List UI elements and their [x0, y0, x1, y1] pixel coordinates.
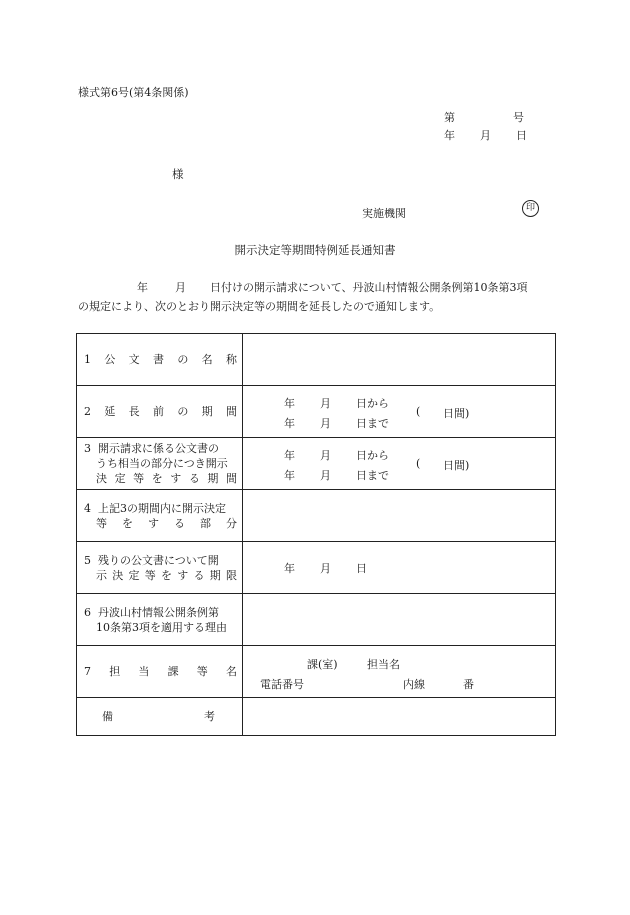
body-line2-text: の規定により、次のとおり開示決定等の期間を延長したので通知します。 [78, 300, 441, 313]
row-document-name [77, 334, 556, 386]
label-remarks: 備 考 [102, 710, 215, 723]
number-suffix: 号 [513, 111, 524, 124]
label-document-name: 1 公 文 書 の 名 称 [84, 353, 237, 366]
row-responsible-section [77, 646, 556, 698]
agency-label: 実施機関 [362, 207, 406, 220]
label-responsible-section: 7 担 当 課 等 名 [84, 665, 237, 678]
date-day: 日 [516, 129, 527, 142]
row-original-period [77, 386, 556, 438]
original-period-value[interactable]: 年 月 日から 年 月 日まで ( 日間) [243, 386, 556, 438]
row-remaining-deadline [77, 542, 556, 594]
date-year: 年 [444, 129, 455, 142]
label-application-reason: 6 丹波山村情報公開条例第 10条第3項を適用する理由 [84, 605, 227, 634]
body-line1-text: 日付けの開示請求について、丹波山村情報公開条例第10条第3項 [210, 281, 528, 294]
label-original-period: 2 延 長 前 の 期 間 [84, 405, 237, 418]
body-year: 年 [137, 281, 148, 294]
label-remaining-deadline: 5 残りの公文書について開 示 決 定 等 を す る 期 限 [84, 553, 237, 582]
document-title: 開示決定等期間特例延長通知書 [234, 243, 396, 257]
remarks-value[interactable] [243, 698, 556, 736]
partial-disclosure-period-value[interactable]: 年 月 日から 年 月 日まで ( 日間) [243, 438, 556, 490]
row-application-reason [77, 594, 556, 646]
body-month: 月 [175, 281, 186, 294]
remaining-deadline-value[interactable]: 年 月 日 [243, 542, 556, 594]
date-month: 月 [480, 129, 491, 142]
responsible-section-value[interactable]: 課(室) 担当名 電話番号 内線 番 [243, 646, 556, 698]
notice-form-table [76, 333, 556, 736]
disclosed-portion-value[interactable] [243, 490, 556, 542]
row-partial-disclosure-period [77, 438, 556, 490]
row-disclosed-portion [77, 490, 556, 542]
number-prefix: 第 [444, 111, 455, 124]
application-reason-value[interactable] [243, 594, 556, 646]
seal-mark: 印 [522, 200, 539, 217]
form-number: 様式第6号(第4条関係) [78, 86, 189, 99]
label-partial-disclosure-period: 3 開示請求に係る公文書の うち相当の部分につき開示 決 定 等 を す る 期 間 [84, 442, 237, 485]
document-name-value[interactable] [243, 334, 556, 386]
row-remarks [77, 698, 556, 736]
label-disclosed-portion: 4 上記3の期間内に開示決定 等 を す る 部 分 [84, 501, 237, 530]
addressee-suffix: 様 [172, 167, 184, 181]
